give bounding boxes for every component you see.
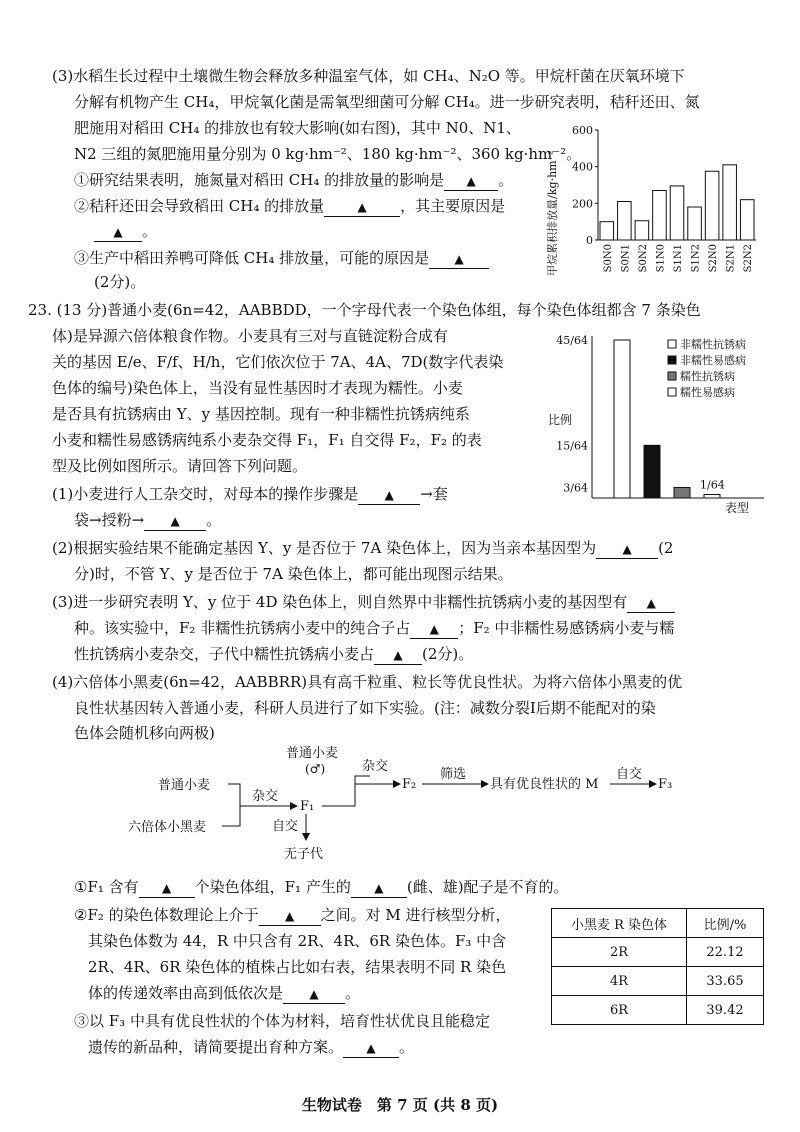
r-chromosome-table xyxy=(551,908,764,1025)
table-header: 小黑麦 R 染色体 xyxy=(552,909,687,938)
table-row: 4R 33.65 xyxy=(552,967,764,996)
table-header: 比例/% xyxy=(687,909,764,938)
node-f1: F₁ xyxy=(300,799,315,814)
phenotype-bar-chart xyxy=(540,328,770,526)
answer-blank[interactable]: ▲ xyxy=(627,593,675,613)
answer-blank[interactable]: ▲ xyxy=(596,539,658,559)
node-f2: F₂ xyxy=(402,777,417,792)
answer-blank[interactable]: ▲ xyxy=(343,1038,399,1058)
methane-y-axis-label: 甲烷累积排放量/kg·hm⁻² xyxy=(546,150,559,276)
q22-sub-3: ③生产中稻田养鸭可降低 CH₄ 排放量，可能的原因是 ▲ xyxy=(74,247,489,269)
pheno-y-tick-label: 15/64 xyxy=(556,439,588,453)
q23-intro-4: 是否具有抗锈病由 Y、y 基因控制。现有一种非糯性抗锈病纯系 xyxy=(52,405,470,423)
answer-blank[interactable]: ▲ xyxy=(94,222,142,242)
pheno-legend-label: 糯性易感病 xyxy=(680,386,735,399)
q23-s4-line3: 色体会随机移向两极) xyxy=(74,724,215,742)
q23-intro-1: 体)是异源六倍体粮食作物。小麦具有三对与直链淀粉合成有 xyxy=(52,327,448,345)
methane-x-tick-label: S1N2 xyxy=(690,244,702,273)
q23-s4-line1: (4)六倍体小黑麦(6n=42，AABBRR)具有高千粒重、粒长等优良性状。为将六倍体小黑麦的优 xyxy=(52,673,683,691)
answer-blank[interactable]: ▲ xyxy=(429,249,489,269)
q22-line-3: 肥施用对稻田 CH₄ 的排放也有较大影响(如右图)，其中 N0、N1、 xyxy=(74,119,521,137)
q23-4-2-line3: 2R、4R、6R 染色体的植株占比如右表，结果表明不同 R 染色 xyxy=(88,958,507,976)
page-footer: 生物试卷 第 7 页 (共 8 页) xyxy=(301,1096,499,1114)
pheno-legend-swatch xyxy=(668,340,676,348)
q23-s4-line2: 良性状基因转入普通小麦，科研人员进行了如下实验。(注：减数分裂Ⅰ后期不能配对的染 xyxy=(74,699,656,717)
node-common-wheat: 普通小麦 xyxy=(158,778,211,793)
answer-blank[interactable]: ▲ xyxy=(410,619,458,639)
answer-blank[interactable]: ▲ xyxy=(444,171,498,191)
q22-line-1: (3)水稻生长过程中土壤微生物会释放多种温室气体，如 CH₄、N₂O 等。甲烷杆菌在厌氧环境下 xyxy=(52,67,685,85)
pheno-y-axis-label: 比例 xyxy=(548,413,573,427)
pheno-legend xyxy=(668,337,746,399)
methane-bar xyxy=(635,221,649,240)
methane-x-tick-label: S1N0 xyxy=(655,244,667,273)
label-selfing-2: 自交 xyxy=(616,767,643,782)
breeding-flow-diagram xyxy=(100,740,700,870)
q23-s1-line2: 袋→授粉→ ▲ 。 xyxy=(74,511,222,529)
methane-y-tick-label: 200 xyxy=(572,197,593,211)
methane-y-tick-label: 400 xyxy=(572,160,593,174)
node-no-offspring: 无子代 xyxy=(284,847,324,862)
label-cross-2: 杂交 xyxy=(362,759,389,774)
q23-intro-5: 小麦和糯性易感锈病纯系小麦杂交得 F₁，F₁ 自交得 F₂，F₂ 的表 xyxy=(52,431,482,449)
pheno-bar xyxy=(614,340,630,498)
q23-4-2-line2: 其染色体数为 44，R 中只含有 2R、4R、6R 染色体。F₃ 中含 xyxy=(88,932,507,950)
methane-bar xyxy=(600,222,614,240)
methane-bar xyxy=(740,200,754,240)
methane-x-tick-label: S1N1 xyxy=(673,244,684,273)
label-screen: 筛选 xyxy=(440,767,467,782)
q23-4-3-line2: 遗传的新品种，请简要提出育种方案。 ▲ 。 xyxy=(88,1038,415,1056)
q23-s3-line3: 性抗锈病小麦杂交，子代中糯性抗锈病小麦占 ▲ (2分)。 xyxy=(74,645,474,663)
q23-s3-line1: (3)进一步研究表明 Y、y 位于 4D 染色体上，则自然界中非糯性抗锈病小麦的基因型有 ▲ xyxy=(52,591,675,613)
q23-s2-line1: (2)根据实验结果不能确定基因 Y、y 是否位于 7A 染色体上，因为当亲本基因型为 ▲ (2 xyxy=(52,539,674,557)
table-header-row xyxy=(552,909,764,938)
methane-x-tick-label: S0N1 xyxy=(620,244,632,273)
q23-intro-3: 色体的编号)染色体上，当没有显性基因时才表现为糯性。小麦 xyxy=(52,379,463,397)
answer-blank[interactable]: ▲ xyxy=(374,645,422,665)
q23-4-3-line1: ③以 F₃ 中具有优良性状的个体为材料，培育性状优良且能稳定 xyxy=(74,1012,490,1030)
pheno-y-tick-label: 3/64 xyxy=(563,481,588,495)
methane-x-tick-label: S0N2 xyxy=(637,244,649,273)
q22-line-2: 分解有机物产生 CH₄，甲烷氧化菌是需氧型细菌可分解 CH₄。进一步研究表明，秸秆还田、氮 xyxy=(74,93,700,111)
methane-bar xyxy=(670,186,684,240)
answer-blank[interactable]: ▲ xyxy=(259,906,321,926)
pheno-data-label: 1/64 xyxy=(700,478,725,492)
methane-bar-chart xyxy=(540,118,762,298)
q23-s2-line2: 分)时，不管 Y、y 是否位于 7A 染色体上，都可能出现图示结果。 xyxy=(74,565,513,583)
pheno-y-tick-label: 45/64 xyxy=(556,334,588,347)
methane-bars xyxy=(600,165,754,240)
methane-bar xyxy=(723,165,737,240)
methane-x-tick-label: S0N0 xyxy=(602,244,614,273)
pheno-x-axis-label: 表型 xyxy=(725,501,750,515)
q23-s3-line2: 种。该实验中，F₂ 非糯性抗锈病小麦中的纯合子占 ▲ ；F₂ 中非糯性易感锈病小麦与糯 xyxy=(74,619,675,637)
methane-bar xyxy=(653,191,667,241)
bracket-left xyxy=(222,784,240,826)
q23-4-2-line4: 体的传递效率由高到低依次是 ▲ 。 xyxy=(88,984,361,1002)
label-selfing-1: 自交 xyxy=(272,819,299,834)
pheno-legend-label: 糯性抗锈病 xyxy=(680,370,735,383)
answer-blank[interactable]: ▲ xyxy=(283,984,345,1004)
pheno-bar xyxy=(644,445,660,498)
q22-score: (2分)。 xyxy=(94,273,146,291)
q23-intro-6: 型及比例如图所示。请回答下列问题。 xyxy=(52,457,308,475)
methane-bar xyxy=(688,207,702,240)
table-row: 2R 22.12 xyxy=(552,938,764,967)
node-f3: F₃ xyxy=(658,777,673,792)
node-common-wheat-2: 普通小麦 xyxy=(286,746,339,761)
label-cross-1: 杂交 xyxy=(252,789,279,804)
answer-blank[interactable]: ▲ xyxy=(358,485,420,505)
q22-line-4: N2 三组的氮肥施用量分别为 0 kg·hm⁻²、180 kg·hm⁻²、360 kg·hm⁻²。 xyxy=(74,145,582,163)
pheno-legend-swatch xyxy=(668,388,676,396)
q23-intro-2: 关的基因 E/e、F/f、H/h，它们依次位于 7A、4A、7D(数字代表染 xyxy=(52,353,504,371)
pheno-legend-swatch xyxy=(668,356,676,364)
q23-head: 23. (13 分)普通小麦(6n=42，AABBDD，一个字母代表一个染色体组，每个染色体组都含 7 条染色 xyxy=(28,301,701,319)
table-row: 6R 39.42 xyxy=(552,996,764,1025)
q22-sub-2: ②秸秆还田会导致稻田 CH₄ 的排放量 ▲ ，其主要原因是 xyxy=(74,197,506,215)
methane-bar xyxy=(618,202,632,241)
pheno-legend-swatch xyxy=(668,372,676,380)
pheno-legend-label: 非糯性抗锈病 xyxy=(680,338,746,351)
answer-blank[interactable]: ▲ xyxy=(324,197,400,217)
node-m: 具有优良性状的 M xyxy=(490,777,599,792)
methane-x-tick-label: S2N1 xyxy=(725,244,737,273)
pheno-bar xyxy=(674,487,690,498)
pheno-bar xyxy=(704,494,720,498)
answer-blank[interactable]: ▲ xyxy=(144,511,206,531)
answer-blank[interactable]: ▲ xyxy=(351,878,407,898)
answer-blank[interactable]: ▲ xyxy=(139,878,195,898)
q22-sub-1: ①研究结果表明，施氮量对稻田 CH₄ 的排放量的影响是 ▲ 。 xyxy=(74,171,514,189)
q23-4-2-line1: ②F₂ 的染色体数理论上介于 ▲ 之间。对 M 进行核型分析， xyxy=(74,906,511,924)
pheno-legend-label: 非糯性易感病 xyxy=(680,354,746,367)
methane-x-tick-label: S2N0 xyxy=(708,244,720,273)
node-triticale: 六倍体小黑麦 xyxy=(128,820,207,835)
q23-s1-line1: (1)小麦进行人工杂交时，对母本的操作步骤是 ▲ →套 xyxy=(52,485,448,503)
q22-sub-2-cont: ▲ 。 xyxy=(94,220,157,242)
q23-4-1: ①F₁ 含有 ▲ 个染色体组，F₁ 产生的 ▲ (雌、雄)配子是不育的。 xyxy=(74,878,569,896)
methane-bar xyxy=(705,171,719,240)
methane-y-tick-label: 600 xyxy=(572,124,593,137)
methane-y-tick-label: 0 xyxy=(586,234,593,247)
node-common-wheat-2-note: (♂) xyxy=(305,762,326,776)
methane-x-tick-label: S2N2 xyxy=(743,244,755,273)
bracket-right xyxy=(322,776,370,806)
